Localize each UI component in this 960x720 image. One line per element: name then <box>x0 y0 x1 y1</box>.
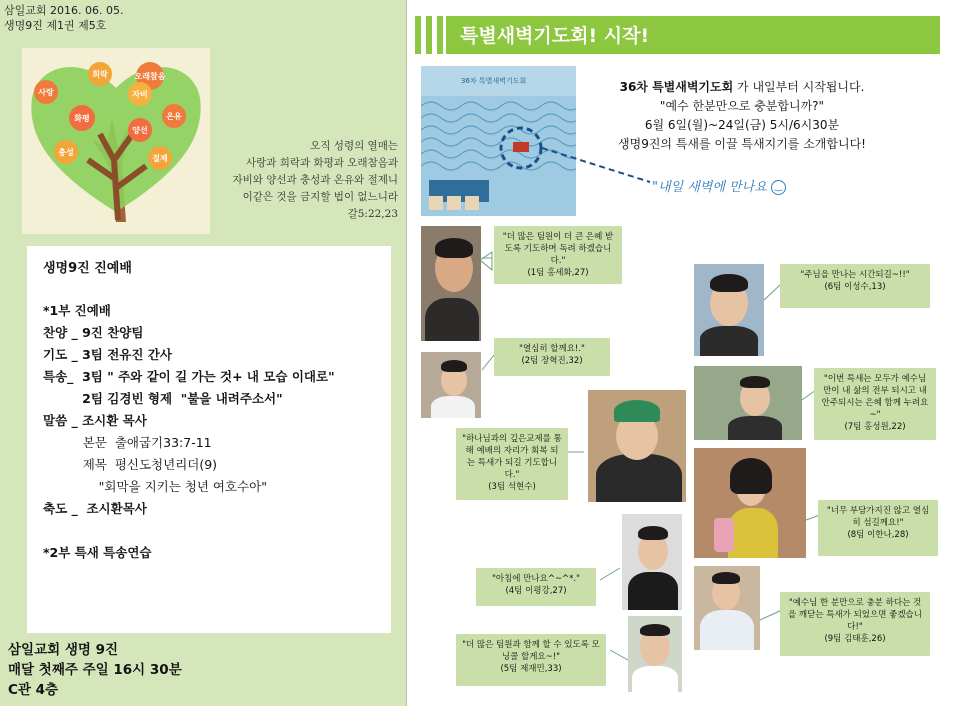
worship-item: 축도 _ 조시환목사 <box>43 501 147 516</box>
quote-text: "주님을 만나는 시간되길~!!" <box>800 270 910 280</box>
member-photo-3 <box>588 390 686 502</box>
quote-author: (4팀 이평강,27) <box>505 586 567 596</box>
quote-bubble-team8 <box>818 500 938 556</box>
quote-bubble-team3 <box>456 428 568 500</box>
quote-text: "더 많은 팀원이 더 큰 은혜 받도록 기도하며 독려 하겠습니다." <box>502 232 614 266</box>
worship-item: 기도 _ 3팀 전유진 간사 <box>43 347 172 362</box>
quote-text: "너무 부담가지진 않고 열심히 섬길께요!" <box>826 506 930 528</box>
quote-bubble-team7 <box>814 368 936 440</box>
fruit-peace: 화평 <box>74 114 90 123</box>
intro-event-name: 36차 특별새벽기도회 <box>619 80 734 94</box>
left-panel <box>0 0 407 706</box>
verse-line: 오직 성령의 열매는 <box>310 140 398 152</box>
worship-item: *2부 특새 특송연습 <box>43 545 152 560</box>
member-photo-5 <box>628 616 682 692</box>
quote-text: "이번 특새는 모두가 예수님만이 내 삶의 전부 되시고 내안주되시는 은혜 함께 누려요~" <box>821 374 929 420</box>
worship-item: 특송_ 3팀 " 주와 같이 길 가는 것+ 내 모습 이대로" <box>43 369 335 384</box>
quote-text: "아침에 만나요^~^*." <box>491 574 581 584</box>
fruit-selfcontrol: 절제 <box>152 154 168 163</box>
quote-bubble-team4 <box>476 568 596 606</box>
worship-item: 찬양 _ 9진 찬양팀 <box>43 325 144 340</box>
intro-line-1 <box>592 78 892 97</box>
quote-text: "예수님 한 분만으로 충분 하다는 것을 깨닫는 특새가 되었으면 좋겠습니다!" <box>788 598 922 632</box>
handwritten-note <box>652 176 786 195</box>
section-banner <box>446 16 940 54</box>
issue-header <box>4 3 123 33</box>
intro-line-3: 6월 6일(월)~24일(금) 5시/6시30분 <box>644 118 840 132</box>
member-photo-1 <box>421 226 481 341</box>
intro-line-4: 생명9진의 특새를 이끌 특새지기를 소개합니다! <box>618 137 866 151</box>
quote-author: (6팀 이성수,13) <box>824 282 886 292</box>
poster-wave-art <box>421 96 576 216</box>
verse-line: 사랑과 희락과 화평과 오래참음과 <box>245 157 398 169</box>
quote-bubble-team2 <box>494 338 610 376</box>
meeting-place: C관 4층 <box>8 682 59 698</box>
smiley-icon: ‿ <box>771 180 786 195</box>
quote-text: "더 많은 팀원과 함께 할 수 있도록 모닝콜 할게요~!" <box>462 640 600 662</box>
tree-drawing <box>22 48 210 234</box>
meeting-group: 삼일교회 생명 9진 <box>8 642 119 658</box>
worship-item: 본문 출애굽기33:7-11 <box>43 435 212 450</box>
quote-text: "하나님과의 깊은교제를 통해 예배의 자리가 회복 되는 특새가 되길 기도합니다." <box>462 434 562 480</box>
banner-bar <box>426 16 432 54</box>
bible-verse <box>218 138 398 223</box>
member-photo-8 <box>694 448 806 558</box>
quote-bubble-team9 <box>780 592 930 656</box>
verse-line: 이같은 것을 금지할 법이 없느니라 <box>242 191 398 203</box>
quote-bubble-team1 <box>494 226 622 284</box>
worship-item: "회막을 지키는 청년 여호수아" <box>43 479 267 494</box>
fruit-goodness: 온유 <box>166 112 182 121</box>
banner-bar <box>415 16 421 54</box>
banner-title: 특별새벽기도회! 시작! <box>460 25 650 47</box>
worship-order-box <box>27 246 391 633</box>
fruit-love: 사랑 <box>38 88 54 97</box>
quote-author: (5팀 제재민,33) <box>500 664 562 674</box>
fruit-kindness: 자비 <box>132 90 148 99</box>
worship-spacer <box>43 520 379 542</box>
prayer-meeting-poster <box>421 66 576 216</box>
verse-reference: 갈5:22,23 <box>347 208 398 220</box>
banner-bar <box>437 16 443 54</box>
fruit-gentleness: 충성 <box>58 148 74 157</box>
quote-author: (8팀 이한나,28) <box>847 530 909 540</box>
meeting-time: 매달 첫째주 주일 16시 30분 <box>8 662 182 678</box>
handwritten-text: "내일 새벽에 만나요 <box>652 180 767 195</box>
member-photo-2 <box>421 352 481 418</box>
member-photo-9 <box>694 566 760 650</box>
quote-text: "열심히 할께요!." <box>519 344 585 354</box>
quote-author: (2팀 장혁진,32) <box>521 356 583 366</box>
issue-date: 삼일교회 2016. 06. 05. <box>4 4 124 17</box>
quote-author: (1팀 홍세화,27) <box>527 268 589 278</box>
intro-line-1-rest: 가 내일부터 시작됩니다. <box>733 80 865 94</box>
worship-item: 2팀 김경빈 형제 "불을 내려주소서" <box>43 391 283 406</box>
meeting-info <box>8 640 182 700</box>
worship-item: 제목 평신도청년리더(9) <box>43 457 218 472</box>
intro-line-2: "예수 한분만으로 충분합니까?" <box>659 99 825 113</box>
quote-author: (9팀 김태훈,26) <box>824 634 886 644</box>
worship-item: *1부 진예배 <box>43 303 111 318</box>
quote-bubble-team6 <box>780 264 930 308</box>
issue-volume: 생명9진 제1권 제5호 <box>4 19 107 32</box>
fruit-faithfulness: 양선 <box>132 126 148 135</box>
member-photo-6 <box>694 264 764 356</box>
fruit-patience: 오래참음 <box>134 72 166 81</box>
fruit-tree-illustration <box>22 48 210 234</box>
worship-item: 말씀 _ 조시환 목사 <box>43 413 147 428</box>
verse-line: 자비와 양선과 충성과 온유와 절제니 <box>232 174 398 186</box>
worship-title: 생명9진 진예배 <box>43 261 132 276</box>
quote-bubble-team5 <box>456 634 606 686</box>
fruit-joy: 희락 <box>92 70 108 79</box>
member-photo-4 <box>622 514 682 610</box>
quote-author: (7팀 홍성원,22) <box>844 422 906 432</box>
quote-author: (3팀 석현수) <box>488 482 536 492</box>
intro-text <box>592 78 892 154</box>
cup-icon <box>714 518 734 552</box>
banner-decor-bars <box>407 16 447 54</box>
poster-label: 36차 특별새벽기도회 <box>461 77 527 85</box>
member-photo-7 <box>694 366 802 440</box>
